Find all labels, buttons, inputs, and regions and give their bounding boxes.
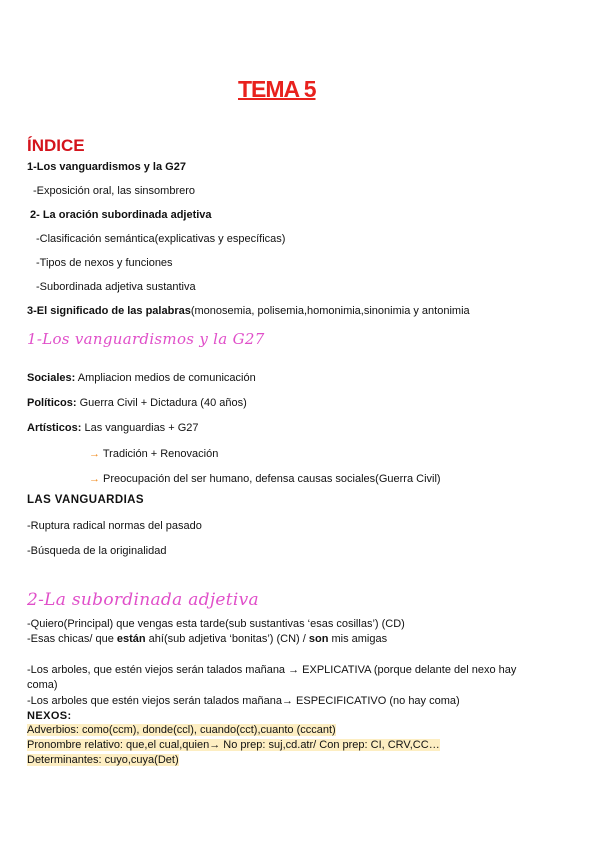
politicos-line	[27, 397, 247, 409]
politicos-label: Políticos:	[27, 397, 77, 409]
arrow-icon: →	[89, 448, 100, 460]
artistic-point-2-text: Preocupación del ser humano, defensa causas sociales(Guerra Civil)	[100, 473, 441, 485]
sociales-label: Sociales:	[27, 372, 76, 384]
index-subitem: -Tipos de nexos y funciones	[36, 257, 173, 269]
sociales-text: Ampliacion medios de comunicación	[75, 372, 256, 384]
nexo-item-text: Determinantes: cuyo,cuya(Det)	[27, 754, 179, 766]
politicos-text: Guerra Civil + Dictadura (40 años)	[76, 397, 247, 409]
verb-estan: están	[116, 633, 146, 645]
example-line	[27, 633, 387, 645]
example-line: -Quiero(Principal) que vengas esta tarde(sub sustantivas ‘esas cosillas’) (CD)	[27, 618, 405, 630]
vanguardias-point: -Ruptura radical normas del pasado	[27, 520, 202, 532]
example-text: ahí(sub adjetiva ‘bonitas’) (CN) /	[145, 633, 309, 645]
nexo-item-text: Adverbios: como(ccm), donde(ccl), cuando(cct),cuanto (cccant)	[27, 724, 336, 736]
index-subitem: -Exposición oral, las sinsombrero	[33, 185, 196, 197]
verb-son: son	[308, 633, 329, 645]
vanguardias-heading: LAS VANGUARDIAS	[27, 494, 144, 506]
index-item-3-label: 3-El significado de las palabras	[27, 305, 191, 317]
artistic-point-1	[89, 448, 218, 460]
example-line-cont: coma)	[27, 679, 58, 691]
arrow-icon: →	[89, 473, 100, 485]
example-line: -Los arboles, que estén viejos serán talados mañana → EXPLICATIVA (porque delante del nexo hay	[27, 664, 517, 676]
nexo-item	[27, 739, 440, 751]
vanguardias-point: -Búsqueda de la originalidad	[27, 545, 167, 557]
sociales-line	[27, 372, 256, 384]
artistic-point-1-text: Tradición + Renovación	[100, 448, 219, 460]
index-heading: ÍNDICE	[27, 136, 85, 155]
index-item-1: 1-Los vanguardismos y la G27	[27, 161, 186, 173]
section-1-heading: 1-Los vanguardismos y la G27	[27, 330, 265, 348]
artistic-point-2	[89, 473, 441, 485]
index-item-2: 2- La oración subordinada adjetiva	[30, 209, 212, 221]
section-2-heading: 2-La subordinada adjetiva	[27, 590, 259, 610]
index-item-3-detail: (monosemia, polisemia,homonimia,sinonimia y antonimia	[190, 305, 470, 317]
nexo-item	[27, 754, 179, 766]
artisticos-label: Artísticos:	[27, 422, 82, 434]
artisticos-line	[27, 422, 199, 434]
index-item-3	[27, 305, 470, 317]
example-line: -Los arboles que estén viejos serán talados mañana→ ESPECIFICATIVO (no hay coma)	[27, 695, 460, 707]
example-text: -Esas chicas/ que	[27, 633, 117, 645]
artisticos-text: Las vanguardias + G27	[81, 422, 199, 434]
nexos-heading: NEXOS:	[27, 710, 72, 722]
nexo-item-text: Pronombre relativo: que,el cual,quien→ No prep: suj,cd.atr/ Con prep: CI, CRV,CC…	[27, 739, 440, 751]
index-subitem: -Subordinada adjetiva sustantiva	[36, 281, 196, 293]
nexo-item	[27, 724, 336, 736]
index-subitem: -Clasificación semántica(explicativas y específicas)	[36, 233, 286, 245]
example-text: mis amigas	[328, 633, 388, 645]
page-title: TEMA 5	[238, 76, 316, 102]
